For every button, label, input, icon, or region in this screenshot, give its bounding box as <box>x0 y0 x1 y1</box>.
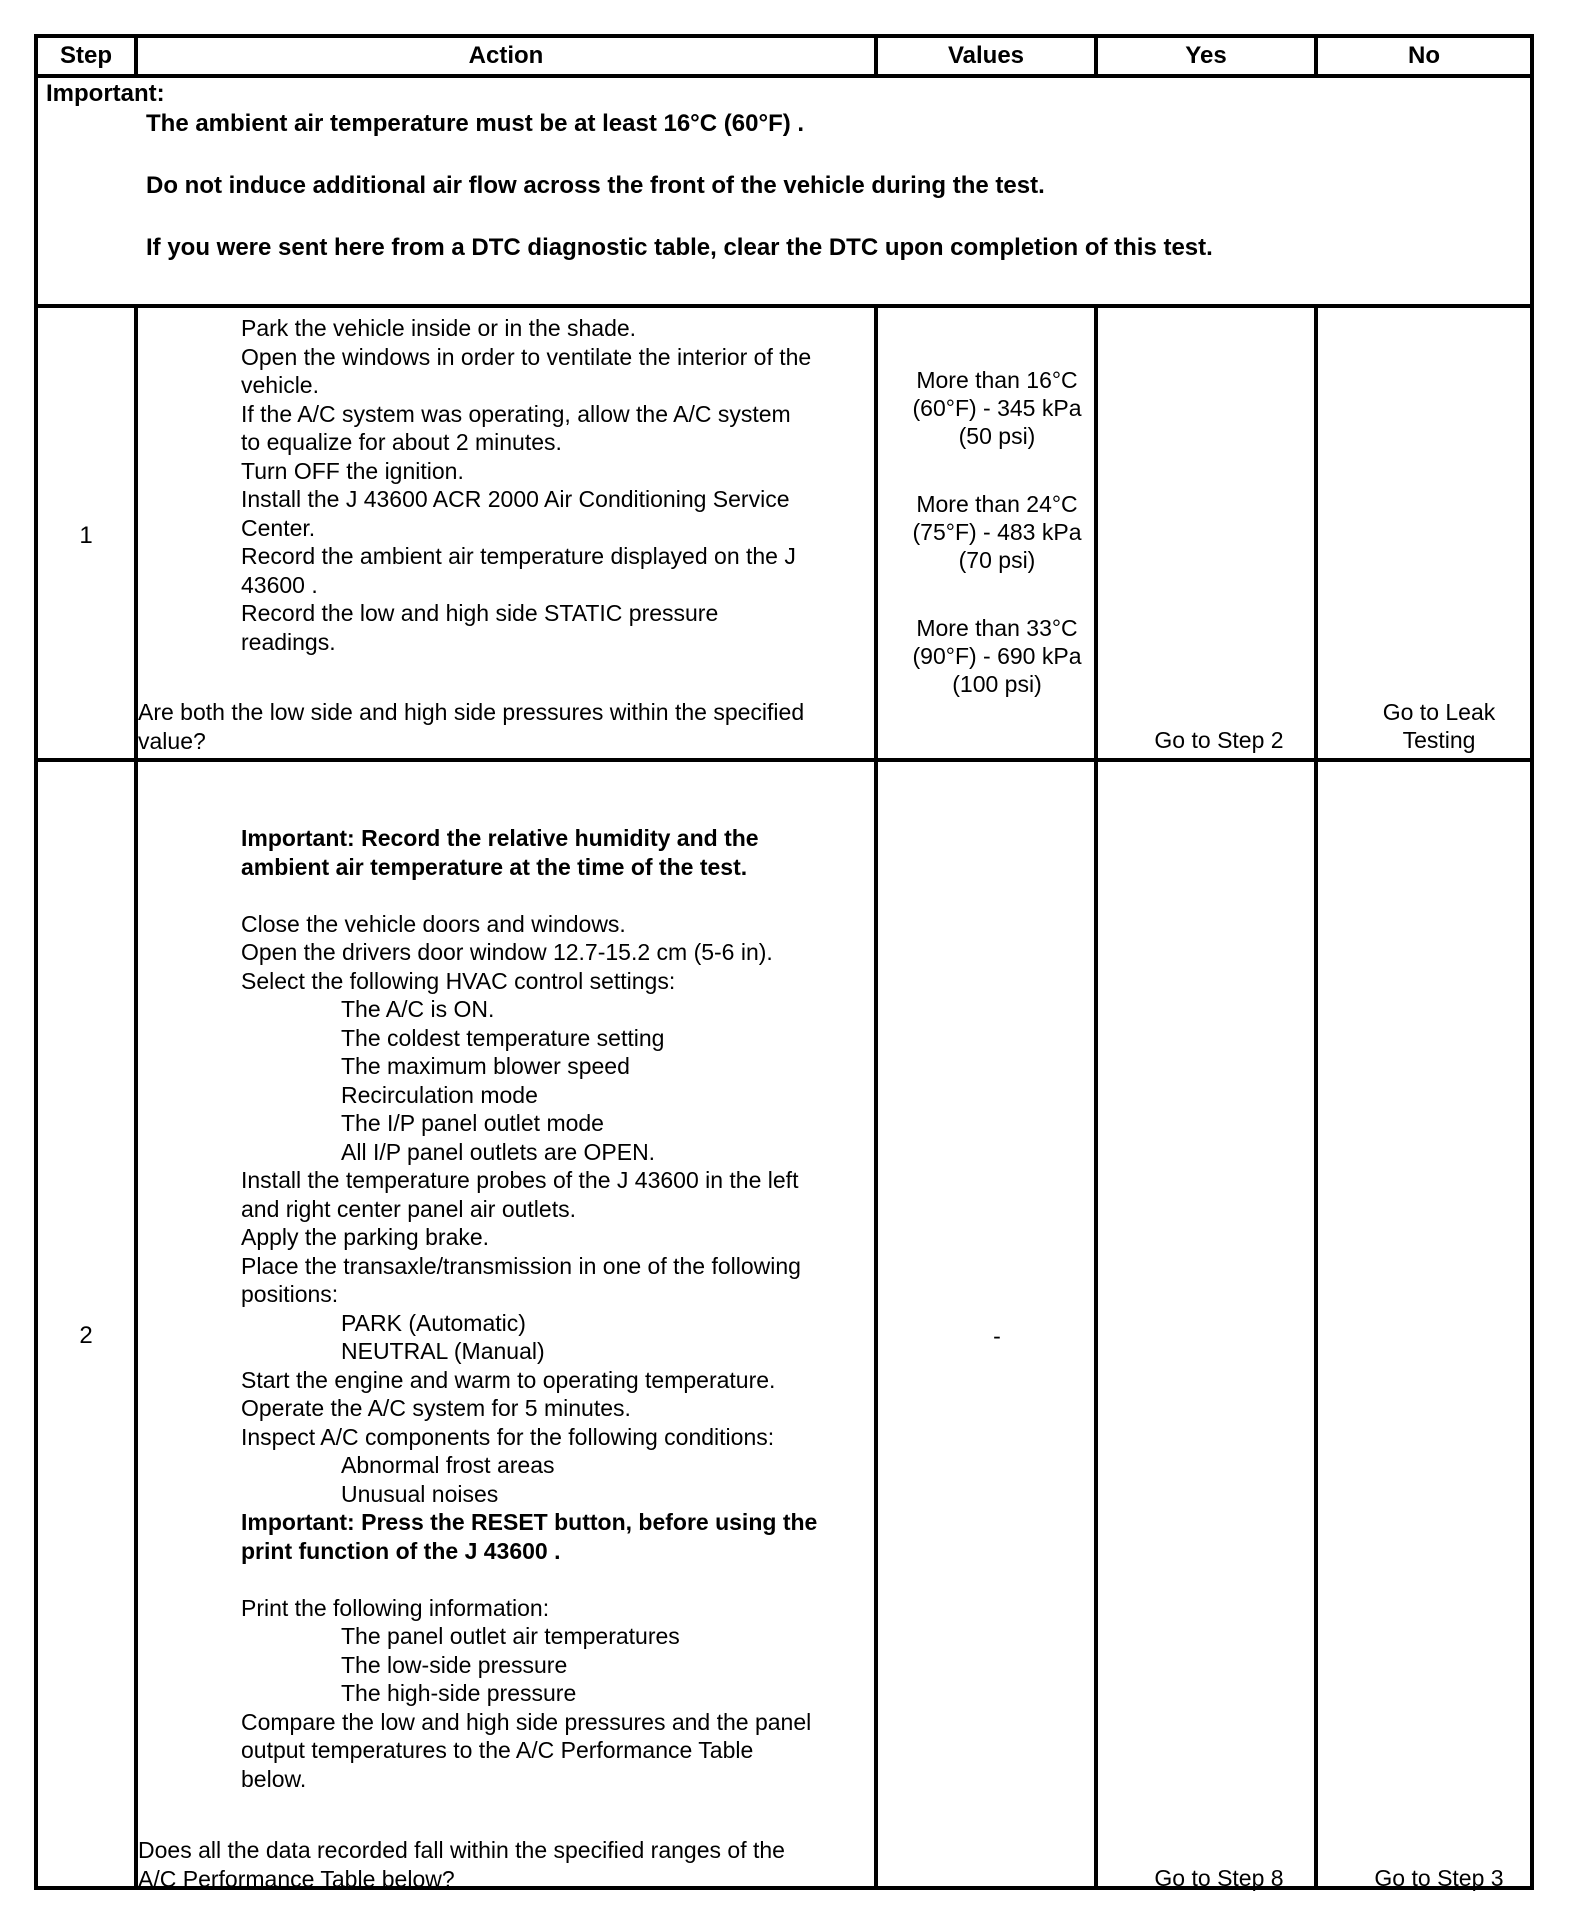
value-line: More than 33°C <box>916 615 1078 641</box>
step2-actions <box>241 824 881 1793</box>
sub-action-line: The coldest temperature setting <box>341 1024 665 1051</box>
value-line: (100 psi) <box>952 671 1042 697</box>
important-note-line: ambient air temperature at the time of the test. <box>241 853 748 880</box>
sub-action-line: All I/P panel outlets are OPEN. <box>341 1138 656 1165</box>
important-note-line: print function of the J 43600 . <box>241 1537 561 1564</box>
action-line: 43600 . <box>241 571 318 598</box>
header-values: Values <box>947 42 1025 69</box>
step1-divider <box>38 758 1530 762</box>
action-line: below. <box>241 1765 307 1792</box>
action-line: Start the engine and warm to operating temperature. <box>241 1366 776 1393</box>
value-group <box>888 366 1106 450</box>
step1-values <box>888 366 1106 738</box>
value-line: (50 psi) <box>958 423 1036 449</box>
sub-action-line: Recirculation mode <box>341 1081 538 1108</box>
step2-values: - <box>993 1323 1001 1349</box>
question-line: A/C Performance Table below? <box>138 1865 455 1892</box>
action-line: Apply the parking brake. <box>241 1224 490 1250</box>
value-group <box>888 614 1106 698</box>
action-line: Print the following information: <box>241 1594 550 1621</box>
action-line: Place the transaxle/transmission in one of the following <box>241 1252 801 1279</box>
action-line: Install the J 43600 ACR 2000 Air Conditioning Service <box>241 486 790 512</box>
action-line: Open the drivers door window 12.7-15.2 cm (5-6 in). <box>241 939 773 965</box>
question-line: Does all the data recorded fall within the specified ranges of the <box>138 1837 785 1863</box>
value-group <box>888 490 1106 574</box>
header-divider <box>38 74 1530 78</box>
important-line: If you were sent here from a DTC diagnostic table, clear the DTC upon completion of this test. <box>146 234 1213 261</box>
action-line: Record the low and high side STATIC pressure <box>241 600 719 626</box>
value-line: (90°F) - 690 kPa <box>912 643 1082 669</box>
action-line: Inspect A/C components for the following conditions: <box>241 1423 775 1450</box>
step2-question <box>138 1836 908 1893</box>
col-divider-step <box>134 304 138 1886</box>
col-divider-yes <box>1314 304 1318 1886</box>
value-line: More than 24°C <box>916 491 1078 517</box>
sub-action-line: The low-side pressure <box>341 1651 568 1678</box>
step1-question <box>138 698 908 755</box>
step2-number: 2 <box>79 1322 93 1349</box>
action-line: Compare the low and high side pressures and the panel <box>241 1708 812 1735</box>
value-line: (70 psi) <box>958 547 1036 573</box>
action-line: Record the ambient air temperature displayed on the J <box>241 543 796 569</box>
sub-action-line: The I/P panel outlet mode <box>341 1110 604 1136</box>
action-line: output temperatures to the A/C Performance Table <box>241 1737 754 1763</box>
step1-number: 1 <box>79 522 93 549</box>
important-note-line: Important: Press the RESET button, before using the <box>241 1509 818 1535</box>
sub-action-line: Unusual noises <box>341 1480 499 1507</box>
action-line: Operate the A/C system for 5 minutes. <box>241 1395 631 1421</box>
action-line: Park the vehicle inside or in the shade. <box>241 315 637 341</box>
important-note-line: Important: Record the relative humidity and the <box>241 825 759 851</box>
value-line: More than 16°C <box>916 367 1078 393</box>
sub-action-line: The maximum blower speed <box>341 1053 630 1079</box>
step1-no <box>1330 698 1548 754</box>
action-line: Close the vehicle doors and windows. <box>241 910 626 937</box>
action-line: Center. <box>241 514 316 541</box>
question-line: Are both the low side and high side pressures within the specified <box>138 699 805 725</box>
spacer <box>241 881 881 910</box>
action-line: If the A/C system was operating, allow the A/C system <box>241 400 791 427</box>
action-line: Install the temperature probes of the J 43600 in the left <box>241 1167 799 1193</box>
sub-action-line: The panel outlet air temperatures <box>341 1623 680 1649</box>
important-line: Do not induce additional air flow across the front of the vehicle during the test. <box>146 172 1045 199</box>
action-line: Open the windows in order to ventilate the interior of the <box>241 343 812 370</box>
no-line: Testing <box>1402 727 1476 753</box>
action-line: Select the following HVAC control settings: <box>241 967 676 994</box>
sub-action-line: Abnormal frost areas <box>341 1452 555 1478</box>
header-no: No <box>1408 42 1440 69</box>
sub-action-line: The A/C is ON. <box>341 996 495 1022</box>
action-line: to equalize for about 2 minutes. <box>241 429 562 455</box>
important-divider <box>38 304 1530 308</box>
question-line: value? <box>138 727 206 754</box>
action-line: vehicle. <box>241 372 319 398</box>
step2-no: Go to Step 3 <box>1374 1865 1504 1891</box>
action-line: readings. <box>241 628 336 655</box>
step1-actions <box>241 314 881 656</box>
step1-yes: Go to Step 2 <box>1154 727 1284 753</box>
diagnostic-table <box>34 34 1534 1890</box>
step2-yes: Go to Step 8 <box>1154 1865 1284 1891</box>
important-title: Important: <box>46 80 165 107</box>
action-line: and right center panel air outlets. <box>241 1195 576 1222</box>
spacer <box>241 1565 881 1594</box>
sub-action-line: The high-side pressure <box>341 1680 577 1706</box>
sub-action-line: PARK (Automatic) <box>341 1309 526 1336</box>
action-line: positions: <box>241 1281 339 1307</box>
header-action: Action <box>468 42 544 69</box>
header-yes: Yes <box>1185 42 1227 69</box>
important-line: The ambient air temperature must be at least 16°C (60°F) . <box>146 110 805 137</box>
value-line: (75°F) - 483 kPa <box>912 519 1082 545</box>
value-line: (60°F) - 345 kPa <box>912 395 1082 421</box>
action-line: Turn OFF the ignition. <box>241 457 464 484</box>
header-step: Step <box>59 42 112 69</box>
no-line: Go to Leak <box>1382 699 1496 725</box>
sub-action-line: NEUTRAL (Manual) <box>341 1338 545 1364</box>
